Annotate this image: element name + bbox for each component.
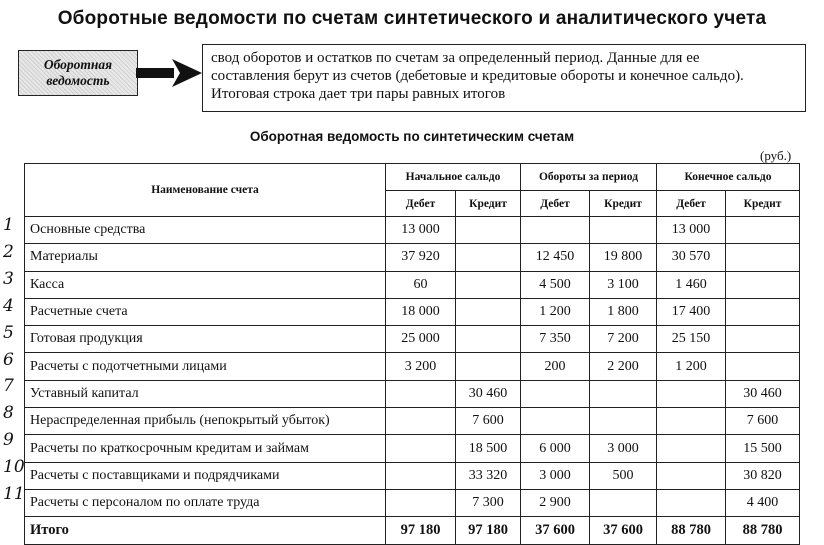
closing-credit-cell: [726, 244, 800, 271]
turnover-debit-cell: 12 450: [521, 244, 590, 271]
account-name-cell: Основные средства: [25, 217, 386, 244]
turnover-header: Обороты за период: [521, 164, 657, 191]
row-number: 10: [3, 457, 25, 478]
account-name-cell: Расчеты с подотчетными лицами: [25, 353, 386, 380]
table-row: [25, 489, 800, 516]
row-number: 9: [3, 430, 14, 451]
opening-credit-cell: [456, 271, 521, 298]
opening-debit-cell: 37 920: [386, 244, 456, 271]
row-number: 8: [3, 403, 14, 424]
turnover-debit-header: Дебет: [521, 191, 590, 217]
account-name-header: Наименование счета: [25, 164, 386, 217]
opening-credit-cell: 97 180: [456, 517, 521, 544]
arrow-right-icon: [136, 57, 204, 91]
table-body: [25, 217, 800, 545]
opening-credit-cell: [456, 298, 521, 325]
turnover-credit-cell: [590, 217, 657, 244]
closing-debit-cell: [657, 489, 726, 516]
turnover-debit-cell: 3 000: [521, 462, 590, 489]
opening-debit-cell: [386, 462, 456, 489]
account-name-cell: Уставный капитал: [25, 380, 386, 407]
closing-credit-cell: 30 460: [726, 380, 800, 407]
definition-text-line: Итоговая строка дает три пары равных итогов: [211, 86, 506, 102]
definition-term-line2: ведомость: [46, 73, 110, 88]
closing-debit-cell: 30 570: [657, 244, 726, 271]
opening-debit-cell: 25 000: [386, 326, 456, 353]
closing-credit-cell: [726, 271, 800, 298]
turnover-debit-cell: [521, 217, 590, 244]
closing-debit-cell: [657, 435, 726, 462]
opening-debit-cell: [386, 489, 456, 516]
row-number: 6: [3, 349, 14, 370]
turnover-credit-cell: 1 800: [590, 298, 657, 325]
closing-balance-header: Конечное сальдо: [657, 164, 800, 191]
turnover-credit-cell: [590, 489, 657, 516]
closing-credit-cell: [726, 326, 800, 353]
opening-credit-cell: 30 460: [456, 380, 521, 407]
opening-credit-cell: [456, 217, 521, 244]
turnover-credit-cell: 37 600: [590, 517, 657, 544]
closing-credit-cell: [726, 353, 800, 380]
closing-debit-cell: 13 000: [657, 217, 726, 244]
turnover-credit-cell: 3 100: [590, 271, 657, 298]
opening-credit-cell: [456, 244, 521, 271]
opening-balance-header: Начальное сальдо: [386, 164, 521, 191]
opening-credit-cell: 18 500: [456, 435, 521, 462]
turnover-credit-header: Кредит: [590, 191, 657, 217]
table-row: [25, 298, 800, 325]
opening-credit-cell: 33 320: [456, 462, 521, 489]
turnover-debit-cell: 6 000: [521, 435, 590, 462]
row-number: 5: [3, 322, 14, 343]
closing-credit-cell: [726, 298, 800, 325]
turnover-sheet-table: [24, 163, 800, 545]
table-row: [25, 353, 800, 380]
table-row: [25, 462, 800, 489]
closing-credit-cell: 4 400: [726, 489, 800, 516]
turnover-credit-cell: 2 200: [590, 353, 657, 380]
table-row: [25, 244, 800, 271]
turnover-debit-cell: 2 900: [521, 489, 590, 516]
table-row: [25, 217, 800, 244]
turnover-credit-cell: [590, 380, 657, 407]
opening-debit-cell: 18 000: [386, 298, 456, 325]
definition-text-line: свод оборотов и остатков по счетам за определенный период. Данные для ее: [211, 50, 700, 66]
turnover-credit-cell: 3 000: [590, 435, 657, 462]
opening-debit-cell: 60: [386, 271, 456, 298]
total-label: Итого: [25, 517, 386, 544]
table-row: [25, 435, 800, 462]
opening-debit-header: Дебет: [386, 191, 456, 217]
table-title: Оборотная ведомость по синтетическим счетам: [249, 129, 575, 144]
account-name-cell: Готовая продукция: [25, 326, 386, 353]
definition-text-line: составления берут из счетов (дебетовые и кредитовые обороты и конечное сальдо).: [211, 68, 744, 84]
closing-debit-cell: 25 150: [657, 326, 726, 353]
closing-debit-cell: 1 460: [657, 271, 726, 298]
handwritten-row-numbers: [3, 214, 25, 510]
opening-debit-cell: 3 200: [386, 353, 456, 380]
opening-credit-cell: [456, 353, 521, 380]
closing-debit-cell: 17 400: [657, 298, 726, 325]
turnover-debit-cell: 1 200: [521, 298, 590, 325]
opening-debit-cell: [386, 435, 456, 462]
turnover-debit-cell: 7 350: [521, 326, 590, 353]
turnover-debit-cell: [521, 380, 590, 407]
definition-term-box: [18, 50, 138, 96]
closing-credit-cell: 15 500: [726, 435, 800, 462]
opening-debit-cell: [386, 380, 456, 407]
account-name-cell: Нераспределенная прибыль (непокрытый убыток): [25, 408, 386, 435]
account-name-cell: Расчеты по краткосрочным кредитам и займам: [25, 435, 386, 462]
closing-debit-cell: [657, 380, 726, 407]
closing-debit-cell: 1 200: [657, 353, 726, 380]
opening-debit-cell: 97 180: [386, 517, 456, 544]
table-row: [25, 326, 800, 353]
closing-credit-cell: [726, 217, 800, 244]
table-row: [25, 380, 800, 407]
table-row: [25, 271, 800, 298]
closing-credit-header: Кредит: [726, 191, 800, 217]
row-number: 11: [3, 484, 25, 505]
turnover-debit-cell: [521, 408, 590, 435]
turnover-credit-cell: 19 800: [590, 244, 657, 271]
closing-debit-header: Дебет: [657, 191, 726, 217]
table-row: [25, 408, 800, 435]
row-number: 3: [3, 268, 14, 289]
account-name-cell: Материалы: [25, 244, 386, 271]
closing-debit-cell: [657, 408, 726, 435]
turnover-credit-cell: 7 200: [590, 326, 657, 353]
opening-credit-cell: [456, 326, 521, 353]
opening-credit-cell: 7 600: [456, 408, 521, 435]
opening-credit-header: Кредит: [456, 191, 521, 217]
row-number: 7: [3, 376, 14, 397]
turnover-credit-cell: 500: [590, 462, 657, 489]
row-number: 2: [3, 241, 14, 262]
account-name-cell: Расчеты с персоналом по оплате труда: [25, 489, 386, 516]
closing-credit-cell: 7 600: [726, 408, 800, 435]
closing-credit-cell: 30 820: [726, 462, 800, 489]
turnover-credit-cell: [590, 408, 657, 435]
account-name-cell: Расчеты с поставщиками и подрядчиками: [25, 462, 386, 489]
definition-term-line1: Оборотная: [43, 57, 113, 72]
opening-debit-cell: [386, 408, 456, 435]
opening-debit-cell: 13 000: [386, 217, 456, 244]
page-title: Оборотные ведомости по счетам синтетического и аналитического учета: [57, 8, 767, 29]
turnover-debit-cell: 4 500: [521, 271, 590, 298]
row-number: 4: [3, 295, 14, 316]
account-name-cell: Расчетные счета: [25, 298, 386, 325]
closing-credit-cell: 88 780: [726, 517, 800, 544]
definition-text-box: [202, 44, 806, 112]
opening-credit-cell: 7 300: [456, 489, 521, 516]
row-number: 1: [3, 215, 14, 235]
closing-debit-cell: 88 780: [657, 517, 726, 544]
account-name-cell: Касса: [25, 271, 386, 298]
turnover-debit-cell: 200: [521, 353, 590, 380]
unit-label: (руб.): [760, 148, 792, 163]
closing-debit-cell: [657, 462, 726, 489]
turnover-debit-cell: 37 600: [521, 517, 590, 544]
